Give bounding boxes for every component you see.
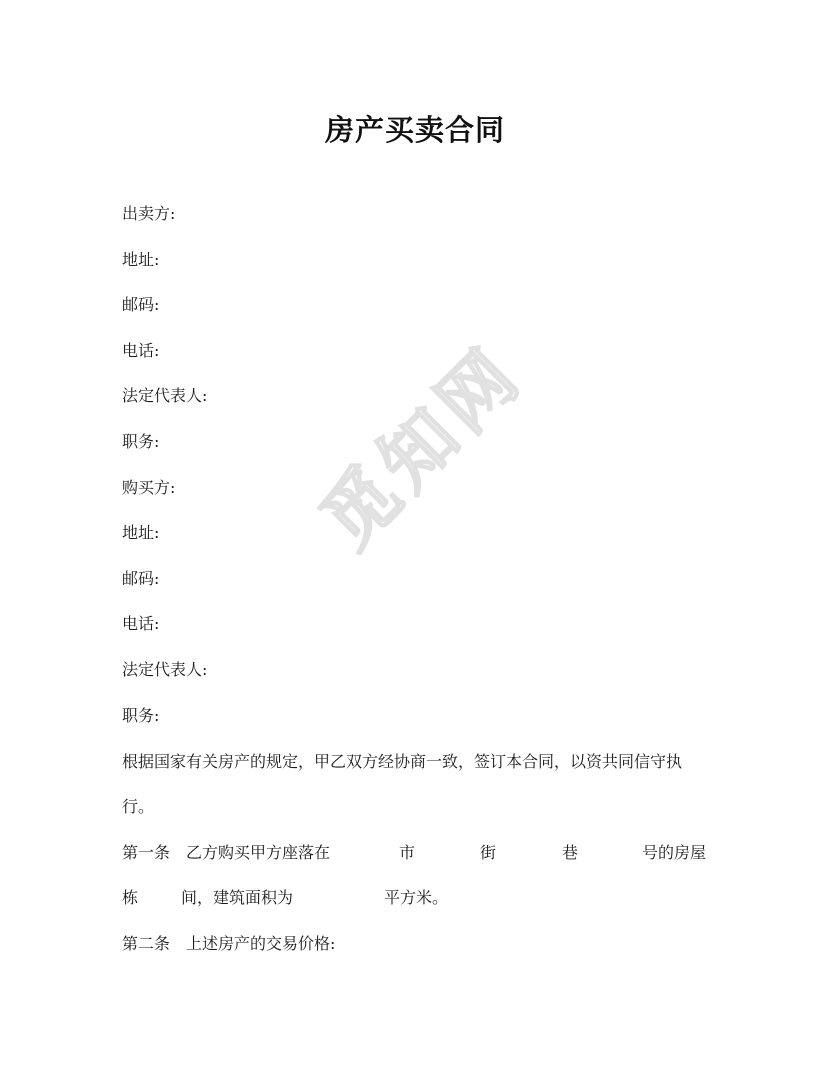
preamble-line-1: 根据国家有关房产的规定，甲乙双方经协商一致，签订本合同，以资共同信守执: [122, 752, 683, 771]
article1-street: 街: [480, 843, 497, 862]
preamble-line-2: 行。: [122, 797, 155, 816]
watermark: 觅知网: [304, 329, 540, 565]
article1-lead: 第一条 乙方购买甲方座落在: [122, 843, 331, 862]
buyer-label: 购买方:: [122, 478, 176, 497]
article1-area-unit: 平方米。: [384, 888, 449, 907]
article1-lane: 巷: [562, 843, 579, 862]
document-title: 房产买卖合同: [324, 113, 505, 147]
seller-position-label: 职务:: [122, 432, 160, 451]
seller-phone-label: 电话:: [122, 341, 160, 360]
buyer-position-label: 职务:: [122, 706, 160, 725]
buyer-postcode-label: 邮码:: [122, 569, 160, 588]
buyer-address-label: 地址:: [122, 523, 160, 542]
article1-number: 号的房屋: [642, 843, 707, 862]
article2: 第二条 上述房产的交易价格:: [122, 934, 336, 953]
buyer-rep-label: 法定代表人:: [122, 660, 208, 679]
article1-rooms: 间，建筑面积为: [181, 888, 294, 907]
article1-city: 市: [399, 843, 416, 862]
seller-rep-label: 法定代表人:: [122, 386, 208, 405]
buyer-phone-label: 电话:: [122, 614, 160, 633]
seller-label: 出卖方:: [122, 204, 176, 223]
article1-building: 栋: [122, 888, 139, 907]
seller-postcode-label: 邮码:: [122, 295, 160, 314]
seller-address-label: 地址:: [122, 250, 160, 269]
